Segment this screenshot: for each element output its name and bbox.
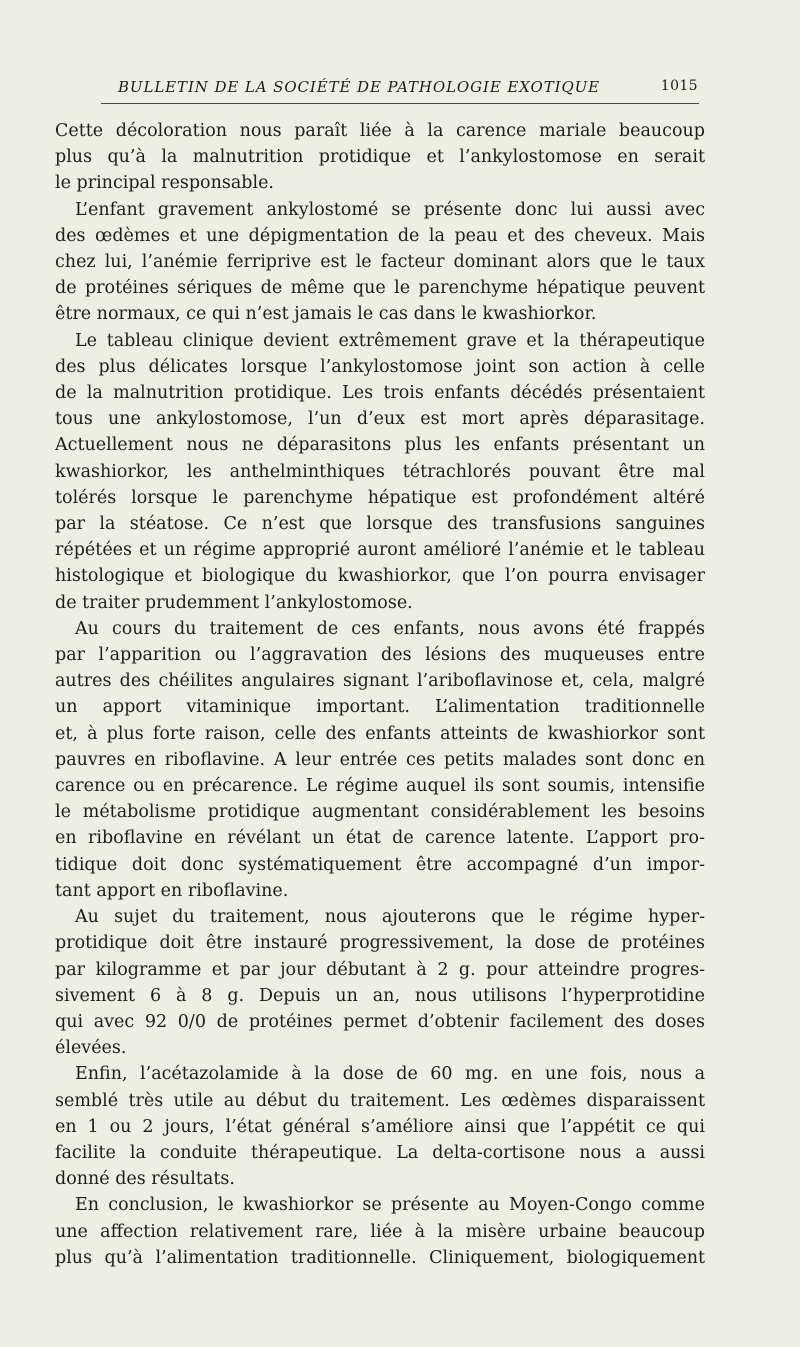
page-number: 1015 [660, 78, 698, 94]
text-line-25: pauvres en riboflavine. A leur entrée ces petits malades sont donc en [55, 749, 705, 770]
text-line-15: tolérés lorsque le parenchyme hépatique est profondément altéré [55, 487, 705, 508]
text-line-29: tidique doit donc systématiquement être accompagné d’un impor- [55, 854, 705, 875]
text-line-37: Enfin, l’acétazolamide à la dose de 60 mg. en une fois, nous a [75, 1064, 705, 1085]
header-rule [101, 103, 699, 104]
text-line-35: qui avec 92 0/0 de protéines permet d’obtenir facilement des doses [55, 1011, 705, 1032]
text-line-40: facilite la conduite thérapeutique. La delta-cortisone nous a aussi [55, 1142, 705, 1163]
text-line-2: plus qu’à la malnutrition protidique et l’ankylostomose en serait [55, 147, 705, 168]
text-line-28: en riboflavine en révélant un état de carence latente. L’apport pro- [55, 828, 705, 849]
text-line-31: Au sujet du traitement, nous ajouterons que le régime hyper- [75, 907, 705, 928]
text-line-32: protidique doit être instauré progressivement, la dose de protéines [55, 933, 705, 954]
text-line-8: être normaux, ce qui n’est jamais le cas dans le kwashiorkor. [55, 304, 597, 325]
text-line-43: une affection relativement rare, liée à la misère urbaine beaucoup [55, 1221, 705, 1242]
text-line-26: carence ou en précarence. Le régime auquel ils sont soumis, intensifie [55, 776, 705, 797]
running-header [118, 72, 698, 98]
journal-title: BULLETIN DE LA SOCIÉTÉ DE PATHOLOGIE EXOTIQUE [118, 78, 601, 96]
text-line-24: et, à plus forte raison, celle des enfants atteints de kwashiorkor sont [55, 723, 705, 744]
text-line-23: un apport vitaminique important. L’alimentation traditionnelle [55, 697, 705, 718]
text-line-41: donné des résultats. [55, 1169, 235, 1190]
text-line-9: Le tableau clinique devient extrêmement grave et la thérapeutique [75, 330, 705, 351]
text-line-4: L’enfant gravement ankylostomé se présente donc lui aussi avec [75, 199, 705, 220]
text-line-13: Actuellement nous ne déparasitons plus les enfants présentant un [55, 435, 705, 456]
text-line-36: élevées. [55, 1038, 127, 1059]
text-line-3: le principal responsable. [55, 173, 274, 194]
text-line-22: autres des chéilites angulaires signant l’ariboflavinose et, cela, malgré [55, 671, 705, 692]
text-line-17: répétées et un régime approprié auront amélioré l’anémie et le tableau [55, 540, 705, 561]
text-line-19: de traiter prudemment l’ankylostomose. [55, 592, 413, 613]
article-text [55, 118, 705, 1271]
text-line-12: tous une ankylostomose, l’un d’eux est mort après déparasitage. [55, 409, 705, 430]
text-line-11: de la malnutrition protidique. Les trois enfants décédés présentaient [55, 383, 705, 404]
text-line-34: sivement 6 à 8 g. Depuis un an, nous utilisons l’hyperprotidine [55, 985, 705, 1006]
text-line-20: Au cours du traitement de ces enfants, nous avons été frappés [75, 618, 705, 639]
text-line-39: en 1 ou 2 jours, l’état général s’améliore ainsi que l’appétit ce qui [55, 1116, 705, 1137]
text-line-44: plus qu’à l’alimentation traditionnelle. Cliniquement, biologiquement [55, 1247, 705, 1268]
text-line-30: tant apport en riboflavine. [55, 880, 289, 901]
text-line-1: Cette décoloration nous paraît liée à la carence mariale beaucoup [55, 121, 705, 141]
text-line-21: par l’apparition ou l’aggravation des lésions des muqueuses entre [55, 645, 705, 666]
text-line-16: par la stéatose. Ce n’est que lorsque des transfusions sanguines [55, 514, 705, 535]
text-line-10: des plus délicates lorsque l’ankylostomose joint son action à celle [55, 356, 705, 377]
text-line-18: histologique et biologique du kwashiorkor, que l’on pourra envisager [55, 566, 705, 587]
text-line-38: semblé très utile au début du traitement. Les œdèmes disparaissent [55, 1090, 705, 1111]
text-line-7: de protéines sériques de même que le parenchyme hépatique peuvent [55, 278, 705, 299]
text-line-14: kwashiorkor, les anthelminthiques tétrachlorés pouvant être mal [55, 461, 705, 482]
text-line-5: des œdèmes et une dépigmentation de la peau et des cheveux. Mais [55, 225, 705, 246]
text-line-27: le métabolisme protidique augmentant considérablement les besoins [55, 802, 705, 823]
text-line-33: par kilogramme et par jour débutant à 2 g. pour atteindre progres- [55, 959, 705, 980]
text-line-42: En conclusion, le kwashiorkor se présente au Moyen-Congo comme [75, 1195, 705, 1216]
text-line-6: chez lui, l’anémie ferriprive est le facteur dominant alors que le taux [55, 252, 705, 273]
